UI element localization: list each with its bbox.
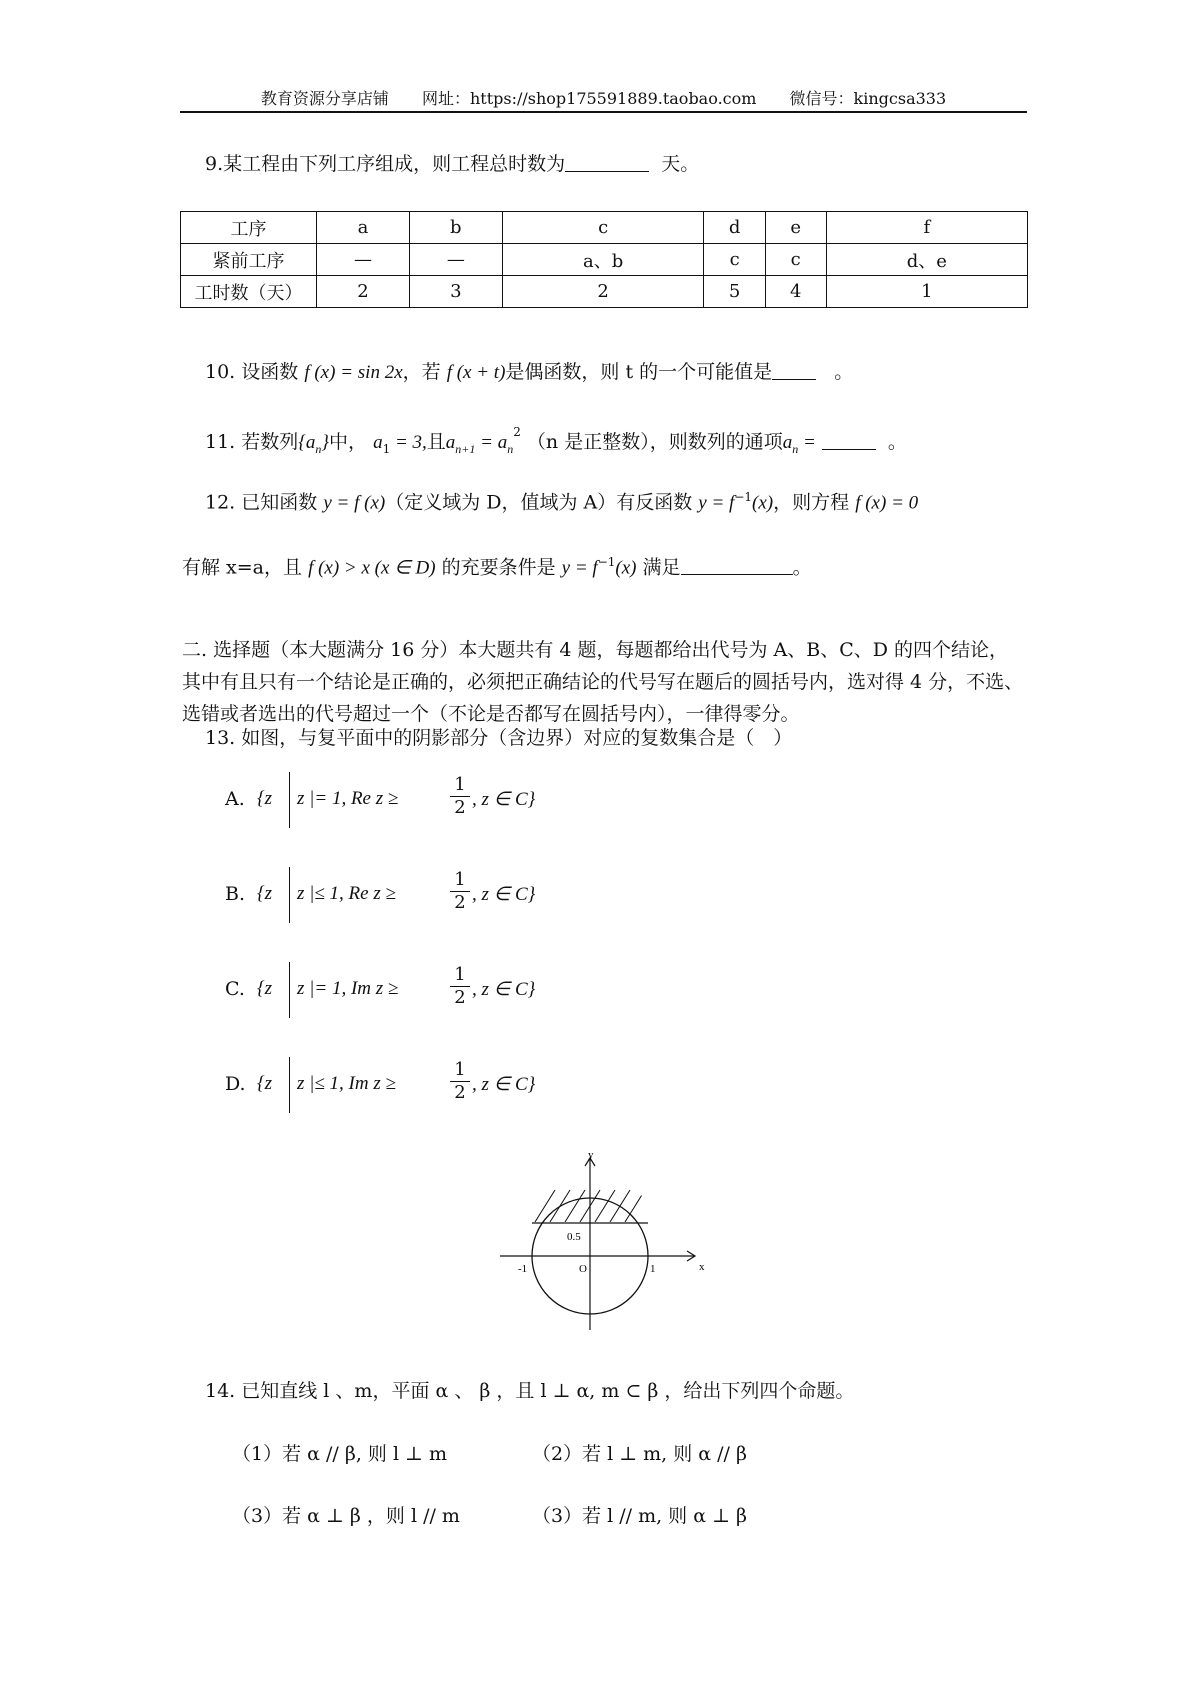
fraction-numerator: 1 [454, 964, 466, 985]
page-header [180, 86, 1027, 112]
q11-formula: n [315, 441, 322, 456]
q11-formula: {a [298, 432, 316, 453]
table-cell: c [765, 244, 826, 276]
question-12 [205, 490, 918, 515]
question-9 [205, 152, 699, 176]
q11-formula: n [792, 441, 799, 456]
set-condition: , z ∈ C} [472, 884, 536, 905]
header-divider [180, 111, 1027, 113]
fraction [450, 964, 470, 1009]
question-11 [205, 425, 907, 456]
q11-formula: n [507, 441, 514, 456]
table-cell: a [317, 212, 410, 244]
q12-formula: −1 [597, 555, 616, 569]
proposition-3: （3）若 α ⊥ β ，则 l // m [232, 1505, 460, 1527]
set-variable: {z [257, 788, 272, 809]
fraction-numerator: 1 [454, 774, 466, 795]
tick-label-half: 0.5 [567, 1231, 581, 1243]
option-label: D. [225, 1073, 246, 1095]
section-2-instructions: 二. 选择题（本大题满分 16 分）本大题共有 4 题，每题都给出代号为 A、B、C、D 的四个结论，其中有且只有一个结论是正确的，必须把正确结论的代号写在题后的圆括号内，选对得 4 分，不选、选错或者选出的代号超过一个（不论是否都写在圆括号内），一律得零分。 [182, 639, 1024, 725]
answer-blank [565, 152, 649, 172]
procedure-table [180, 211, 1028, 308]
proposition-1: （1）若 α // β, 则 l ⊥ m [232, 1443, 447, 1465]
q11-text: 若数列 [241, 431, 299, 453]
q12-formula: f (x) = 0 [855, 492, 919, 514]
q11-formula: 2 [513, 425, 521, 439]
option-label: A. [225, 788, 245, 810]
q12-formula: y = f [561, 557, 598, 579]
table-cell: — [317, 244, 410, 276]
q12-formula: f (x) > x (x ∈ D) [308, 557, 436, 579]
set-left [257, 788, 272, 810]
table-cell: d [704, 212, 765, 244]
fraction-denominator: 2 [454, 987, 466, 1008]
q11-text: （n 是正整数），则数列的通项 [526, 431, 783, 453]
q12-text: ，则方程 [773, 491, 850, 514]
table-cell: 3 [409, 276, 502, 308]
table-row [181, 276, 1028, 308]
question-12-line-2 [182, 555, 812, 580]
proposition-2: （2）若 l ⊥ m, 则 α // β [532, 1443, 747, 1465]
set-condition: z |= 1, Im z ≥ [297, 978, 399, 999]
set-divider [289, 772, 290, 828]
option-label: C. [225, 978, 245, 1000]
q11-formula: a [445, 432, 456, 453]
q12-text: 。 [792, 556, 812, 579]
q10-text: ，若 [402, 361, 441, 383]
set-divider [289, 962, 290, 1018]
q10-formula: f (x + t) [446, 362, 506, 383]
row-label: 工时数（天） [181, 276, 317, 308]
option-label: B. [225, 883, 246, 905]
table-cell: e [765, 212, 826, 244]
fraction [450, 869, 470, 914]
q12-text: 的充要条件是 [441, 556, 556, 579]
row-label: 紧前工序 [181, 244, 317, 276]
table-cell: 2 [502, 276, 704, 308]
table-row [181, 244, 1028, 276]
fraction [450, 774, 470, 819]
header-url: 网址：https://shop175591889.taobao.com [421, 89, 757, 108]
fraction-numerator: 1 [454, 869, 466, 890]
set-left [257, 978, 272, 1000]
q12-text: 有解 x=a，且 [182, 556, 303, 579]
set-condition: , z ∈ C} [472, 979, 536, 1000]
q11-text: 中， [329, 431, 368, 453]
hatch-mask [495, 1150, 710, 1222]
fraction-denominator: 2 [454, 797, 466, 818]
answer-blank [772, 360, 816, 380]
set-condition: , z ∈ C} [472, 1074, 536, 1095]
q11-text: 。 [887, 431, 907, 453]
q9-text: 9.某工程由下列工序组成，则工程总时数为 [205, 153, 566, 175]
answer-blank [822, 430, 876, 450]
table-row [181, 212, 1028, 244]
question-10 [205, 360, 853, 385]
q12-formula: −1 [734, 490, 753, 504]
q12-text: 已知函数 [241, 491, 318, 514]
fraction-numerator: 1 [454, 1059, 466, 1080]
fraction-denominator: 2 [454, 1082, 466, 1103]
table-cell: 2 [317, 276, 410, 308]
header-shop: 教育资源分享店铺 [260, 89, 389, 108]
question-14 [205, 1380, 854, 1403]
set-divider [289, 867, 290, 923]
set-left [257, 883, 272, 905]
table-cell: 5 [704, 276, 765, 308]
table-cell: b [409, 212, 502, 244]
q11-formula: = 3, [390, 432, 427, 453]
question-number: 12. [205, 491, 236, 514]
q12-formula: y = f (x) [323, 492, 386, 514]
fraction-denominator: 2 [454, 892, 466, 913]
question-number: 11. [205, 431, 236, 453]
q11-formula: } [321, 432, 329, 453]
question-number: 14. [205, 1380, 236, 1402]
q12-formula: (x) [752, 492, 774, 514]
table-cell: f [826, 212, 1027, 244]
table-cell: 1 [826, 276, 1027, 308]
q11-formula: a [782, 432, 793, 453]
set-condition: z |= 1, Re z ≥ [297, 788, 399, 809]
set-condition: z |≤ 1, Im z ≥ [297, 1073, 396, 1094]
q11-formula: = a [475, 432, 508, 453]
q12-text: 满足 [642, 556, 681, 579]
q10-text: 。 [834, 361, 854, 383]
q9-suffix: 天。 [661, 153, 700, 175]
y-axis-label: y [588, 1150, 594, 1161]
q10-text: 设函数 [241, 361, 299, 383]
set-condition: z |≤ 1, Re z ≥ [297, 883, 396, 904]
q14-stem: 已知直线 l 、m，平面 α 、 β ，且 l ⊥ α, m ⊂ β ，给出下列四个命题。 [241, 1380, 855, 1402]
set-condition: , z ∈ C} [472, 789, 536, 810]
tick-label-one: 1 [650, 1263, 656, 1275]
set-variable: {z [257, 883, 272, 904]
origin-label: O [579, 1263, 587, 1275]
table-cell: d、e [826, 244, 1027, 276]
q11-text: 且 [426, 431, 446, 453]
tick-label-neg-one: -1 [518, 1263, 528, 1275]
set-variable: {z [257, 978, 272, 999]
header-wechat: 微信号：kingcsa333 [789, 89, 947, 108]
answer-blank [681, 555, 793, 575]
q11-formula: 1 [382, 441, 391, 456]
table-cell: 4 [765, 276, 826, 308]
question-13: 13. 如图，与复平面中的阴影部分（含边界）对应的复数集合是（ ） [205, 727, 793, 749]
row-label: 工序 [181, 212, 317, 244]
set-variable: {z [257, 1073, 272, 1094]
q12-formula: y = f [698, 492, 735, 514]
complex-plane-figure [495, 1150, 710, 1335]
set-divider [289, 1057, 290, 1113]
q12-formula: (x) [615, 557, 637, 579]
question-number: 10. [205, 361, 236, 383]
table-cell: c [502, 212, 704, 244]
proposition-4: （3）若 l // m, 则 α ⊥ β [532, 1505, 747, 1527]
fraction [450, 1059, 470, 1104]
table-cell: c [704, 244, 765, 276]
q11-formula: n+1 [455, 441, 476, 456]
x-axis-label: x [699, 1261, 705, 1273]
set-left [257, 1073, 272, 1095]
q10-formula: f (x) = sin 2x [304, 362, 403, 383]
q11-formula: = [798, 432, 816, 453]
table-cell: a、b [502, 244, 704, 276]
q11-formula: a [373, 432, 383, 453]
q10-text: 是偶函数，则 t 的一个可能值是 [505, 361, 773, 383]
q12-text: （定义域为 D，值域为 A）有反函数 [385, 491, 693, 514]
table-cell: — [409, 244, 502, 276]
